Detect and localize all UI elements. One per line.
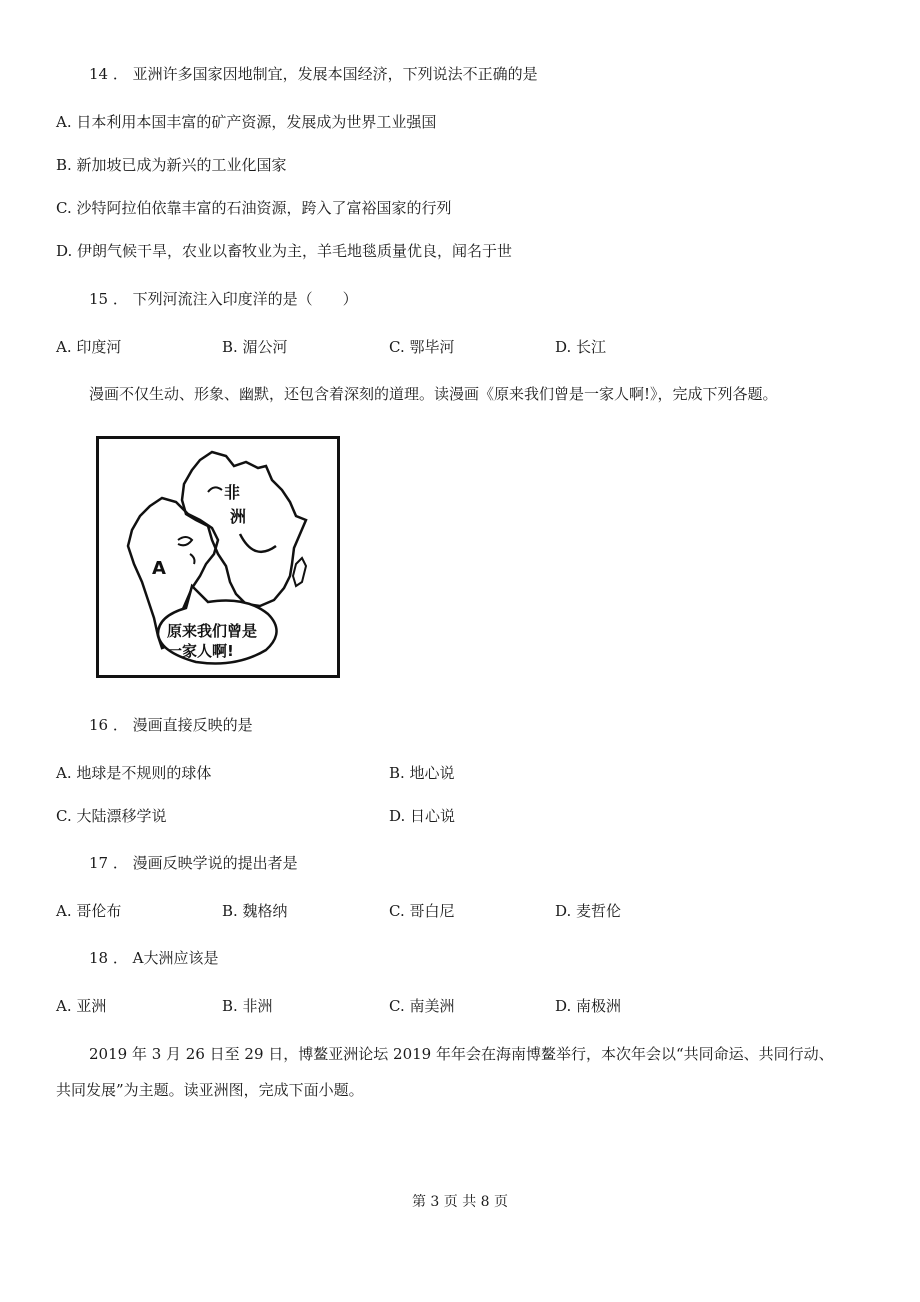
question-14-option-d[interactable]: D. 伊朗气候干旱，农业以畜牧业为主，羊毛地毯质量优良，闻名于世 [56,242,513,260]
cartoon-intro-paragraph: 漫画不仅生动、形象、幽默，还包含着深刻的道理。读漫画《原来我们曾是一家人啊!》，完成下列各题。 [89,385,778,403]
question-17-option-b[interactable]: B. 魏格纳 [222,902,288,920]
question-18-option-a[interactable]: A. 亚洲 [56,997,107,1015]
question-15-option-b[interactable]: B. 湄公河 [222,338,288,356]
question-17-option-d[interactable]: D. 麦哲伦 [555,902,622,920]
asia-intro-line-1: 2019 年 3 月 26 日至 29 日，博鳌亚洲论坛 2019 年年会在海南博鳌举行，本次年会以“共同命运、共同行动、 [89,1045,834,1063]
page-footer: 第 3 页 共 8 页 [411,1194,509,1210]
question-17-stem: 17 ． 漫画反映学说的提出者是 [89,854,298,872]
question-17-option-a[interactable]: A. 哥伦布 [56,902,122,920]
question-14-option-a[interactable]: A. 日本利用本国丰富的矿产资源，发展成为世界工业强国 [56,113,437,131]
question-16-option-b[interactable]: B. 地心说 [389,764,455,782]
continental-drift-cartoon [96,436,340,678]
question-17-option-c[interactable]: C. 哥白尼 [389,902,455,920]
question-16-option-d[interactable]: D. 日心说 [389,807,456,825]
question-14-stem: 14 ． 亚洲许多国家因地制宜，发展本国经济，下列说法不正确的是 [89,65,538,83]
question-18-option-b[interactable]: B. 非洲 [222,997,273,1015]
question-15-option-d[interactable]: D. 长江 [555,338,607,356]
question-14-option-c[interactable]: C. 沙特阿拉伯依靠丰富的石油资源，跨入了富裕国家的行列 [56,199,452,217]
question-15-stem: 15 ． 下列河流注入印度洋的是（ ） [89,290,358,308]
speech-bubble-line-2: 一家人啊! [167,642,234,660]
question-16-option-a[interactable]: A. 地球是不规则的球体 [56,764,212,782]
cartoon-label-africa-1: 非 [224,483,241,502]
question-16-stem: 16 ． 漫画直接反映的是 [89,716,253,734]
question-18-option-d[interactable]: D. 南极洲 [555,997,622,1015]
question-14-option-b[interactable]: B. 新加坡已成为新兴的工业化国家 [56,156,287,174]
speech-bubble-line-1: 原来我们曾是 [167,622,258,640]
cartoon-label-africa-2: 洲 [230,507,247,526]
question-18-stem: 18 ． A大洲应该是 [89,949,219,967]
question-18-option-c[interactable]: C. 南美洲 [389,997,455,1015]
asia-intro-line-2: 共同发展”为主题。读亚洲图，完成下面小题。 [56,1081,364,1099]
question-15-option-a[interactable]: A. 印度河 [56,338,122,356]
question-15-option-c[interactable]: C. 鄂毕河 [389,338,455,356]
question-16-option-c[interactable]: C. 大陆漂移学说 [56,807,167,825]
cartoon-label-a: A [152,558,166,579]
cartoon-figure [96,436,340,678]
